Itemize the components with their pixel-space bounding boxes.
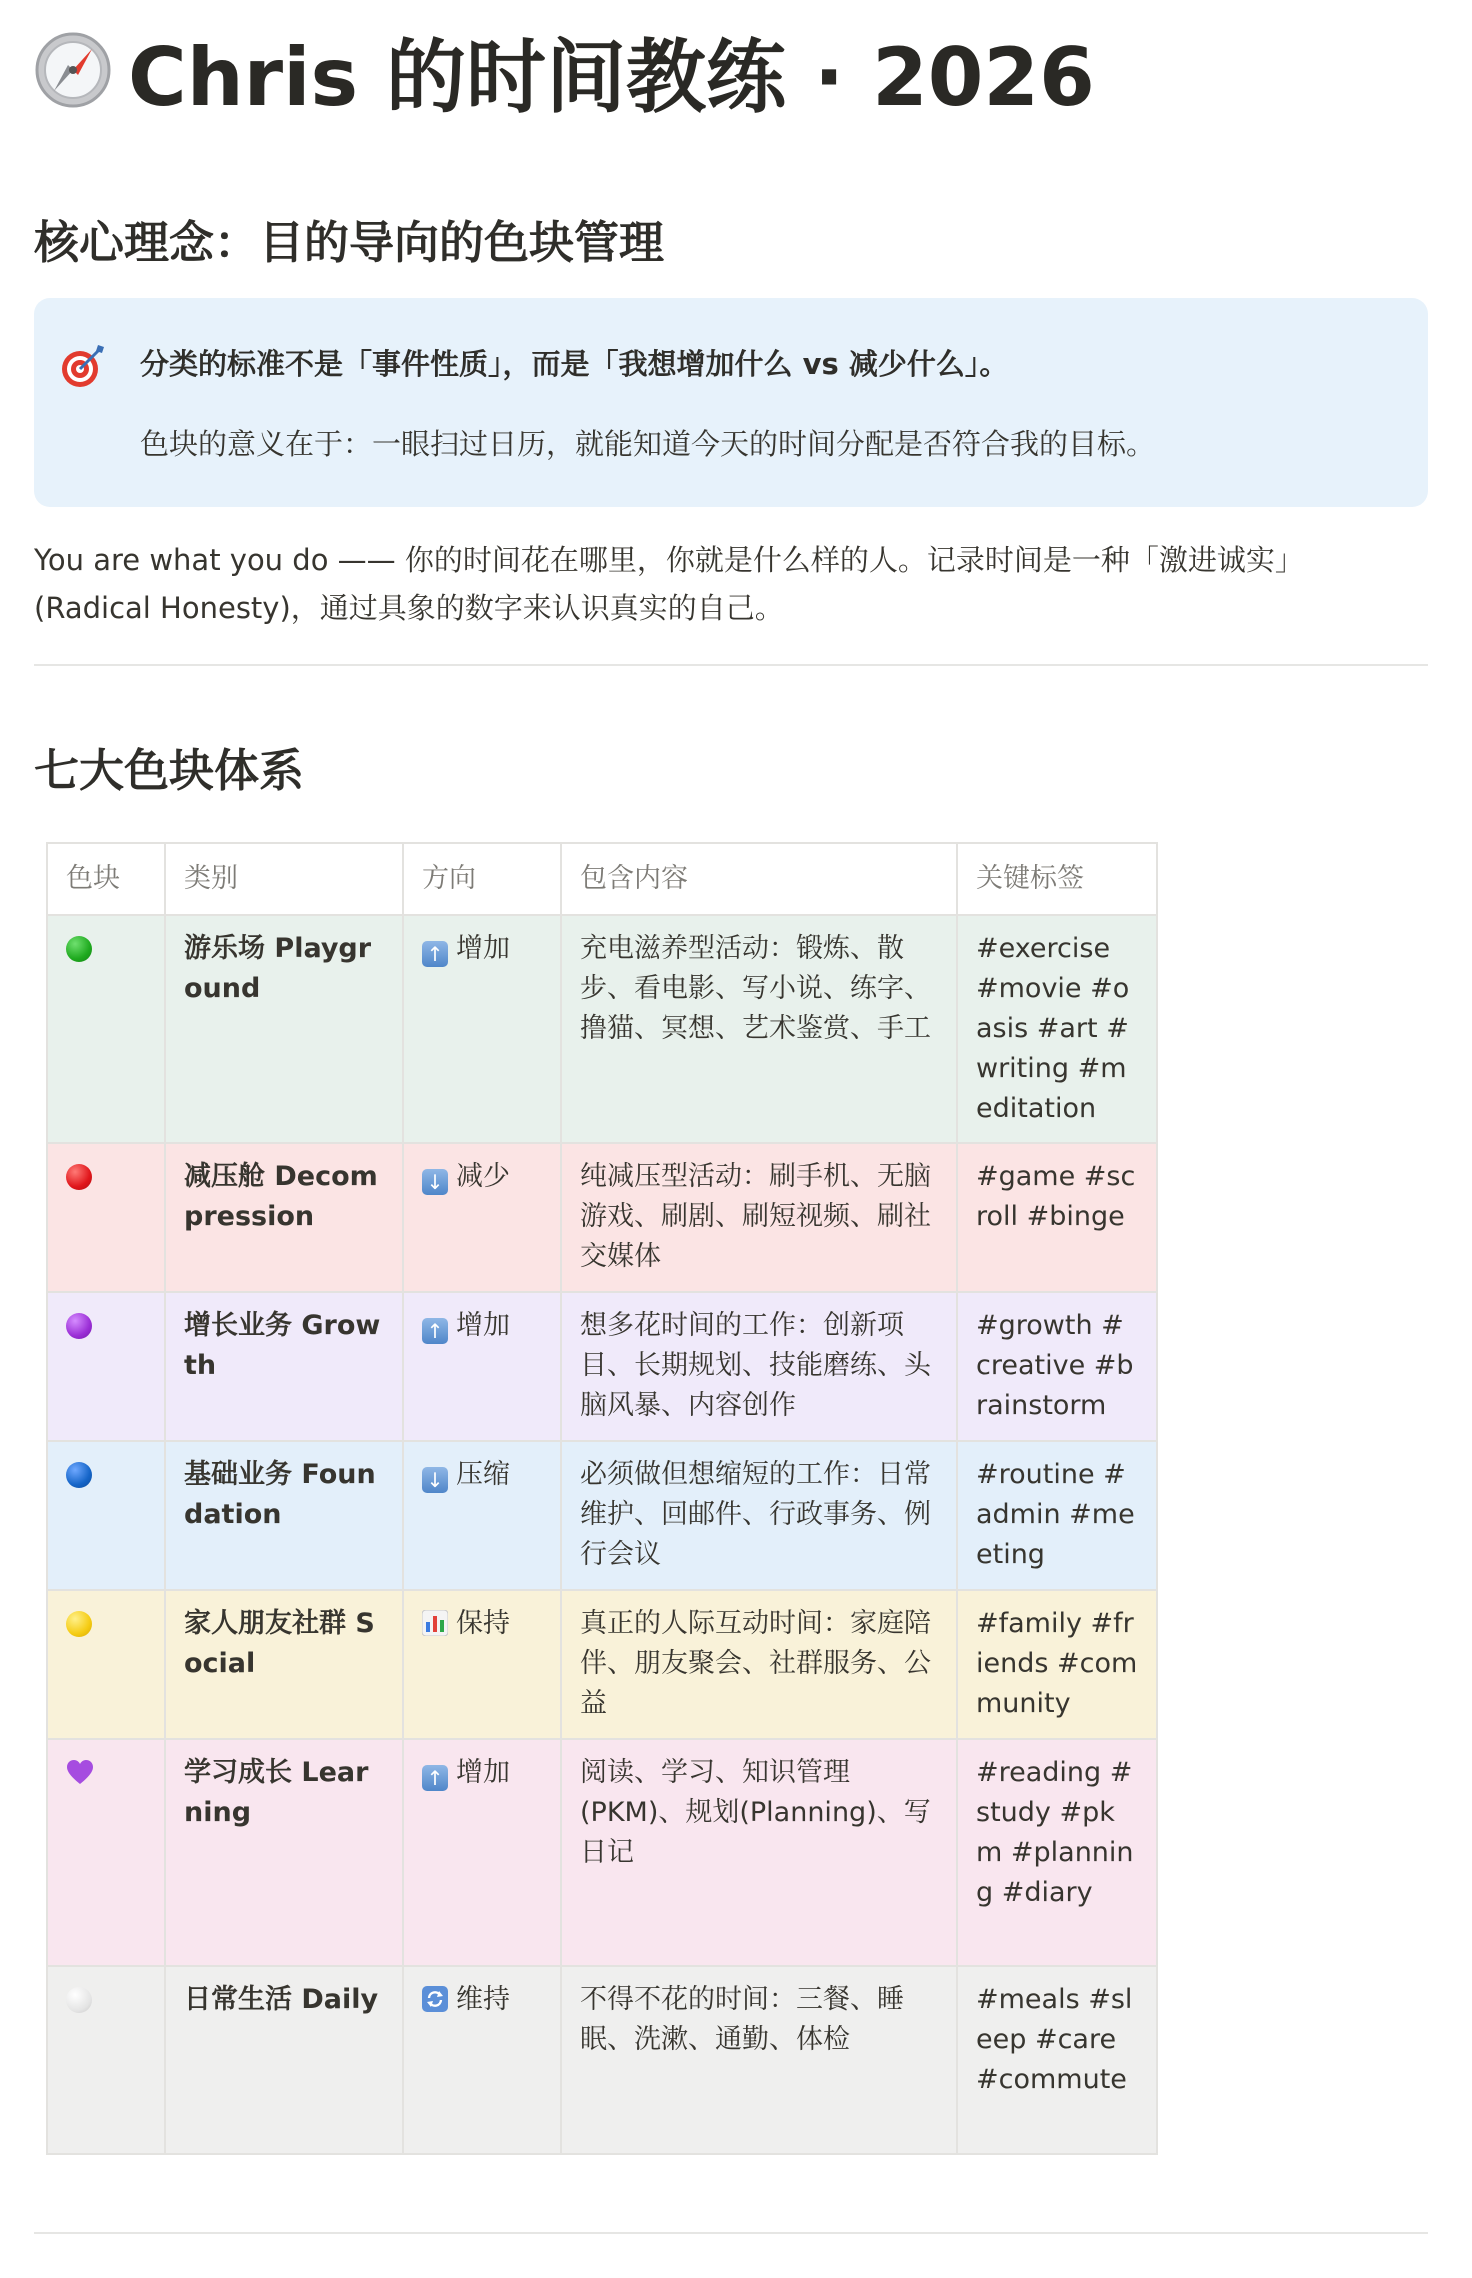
direction-cell[interactable] <box>403 1143 561 1292</box>
direction-cell[interactable] <box>403 1292 561 1441</box>
tags-cell[interactable]: #family #friends #community <box>957 1590 1157 1739</box>
direction-label: 压缩 <box>456 1459 510 1490</box>
callout <box>34 298 1428 507</box>
white-circle-icon <box>66 1987 92 2013</box>
blue-circle-icon <box>66 1462 92 1488</box>
tags-cell[interactable]: #exercise #movie #oasis #art #writing #meditation <box>957 915 1157 1143</box>
table-row <box>47 1441 1157 1590</box>
table-row <box>47 1966 1157 2154</box>
table-header-row <box>47 843 1157 915</box>
category-cell[interactable]: 家人朋友社群 Social <box>165 1590 403 1739</box>
bar-chart-icon <box>422 1610 448 1636</box>
content-cell[interactable]: 必须做但想缩短的工作：日常维护、回邮件、行政事务、例行会议 <box>561 1441 957 1590</box>
category-cell[interactable]: 日常生活 Daily <box>165 1966 403 2154</box>
table-row <box>47 915 1157 1143</box>
color-block-table <box>46 842 1158 2155</box>
system-heading: 七大色块体系 <box>34 744 305 797</box>
content-cell[interactable]: 真正的人际互动时间：家庭陪伴、朋友聚会、社群服务、公益 <box>561 1590 957 1739</box>
core-heading: 核心理念：目的导向的色块管理 <box>34 216 665 269</box>
purple-heart-icon <box>66 1759 94 1787</box>
tags-cell[interactable]: #game #scroll #binge <box>957 1143 1157 1292</box>
tags-cell[interactable]: #growth #creative #brainstorm <box>957 1292 1157 1441</box>
paragraph-line: You are what you do —— 你的时间花在哪里，你就是什么样的人。记录时间是一种「激进诚实」 <box>34 543 1304 577</box>
content-cell[interactable]: 想多花时间的工作：创新项目、长期规划、技能磨练、头脑风暴、内容创作 <box>561 1292 957 1441</box>
direction-label: 增加 <box>456 1757 510 1788</box>
repeat-icon <box>422 1986 448 2012</box>
direction-cell[interactable] <box>403 1441 561 1590</box>
purple-circle-icon <box>66 1313 92 1339</box>
content-cell[interactable]: 阅读、学习、知识管理(PKM)、规划(Planning)、写日记 <box>561 1739 957 1966</box>
swatch-cell[interactable] <box>47 915 165 1143</box>
swatch-cell[interactable] <box>47 1966 165 2154</box>
category-cell[interactable]: 增长业务 Growth <box>165 1292 403 1441</box>
direction-cell[interactable] <box>403 1739 561 1966</box>
compass-icon <box>34 31 112 109</box>
green-circle-icon <box>66 936 92 962</box>
direction-cell[interactable] <box>403 915 561 1143</box>
table-row <box>47 1143 1157 1292</box>
column-header[interactable]: 类别 <box>165 843 403 915</box>
direction-label: 维持 <box>456 1984 510 2015</box>
down-arrow-icon: ↓ <box>422 1467 448 1493</box>
direction-cell[interactable] <box>403 1966 561 2154</box>
tags-cell[interactable]: #routine #admin #meeting <box>957 1441 1157 1590</box>
up-arrow-icon: ↑ <box>422 1765 448 1791</box>
page-header <box>34 22 1095 124</box>
column-header[interactable]: 包含内容 <box>561 843 957 915</box>
up-arrow-icon: ↑ <box>422 941 448 967</box>
red-circle-icon <box>66 1164 92 1190</box>
up-arrow-icon: ↑ <box>422 1318 448 1344</box>
table-row <box>47 1292 1157 1441</box>
callout-text: 色块的意义在于：一眼扫过日历，就能知道今天的时间分配是否符合我的目标。 <box>140 427 1156 461</box>
content-cell[interactable]: 充电滋养型活动：锻炼、散步、看电影、写小说、练字、撸猫、冥想、艺术鉴赏、手工 <box>561 915 957 1143</box>
category-cell[interactable]: 基础业务 Foundation <box>165 1441 403 1590</box>
yellow-circle-icon <box>66 1611 92 1637</box>
direction-label: 保持 <box>456 1608 510 1639</box>
direction-label: 增加 <box>456 933 510 964</box>
swatch-cell[interactable] <box>47 1143 165 1292</box>
tags-cell[interactable]: #meals #sleep #care #commute <box>957 1966 1157 2154</box>
direction-label: 减少 <box>456 1161 510 1192</box>
swatch-cell[interactable] <box>47 1441 165 1590</box>
category-cell[interactable]: 减压舱 Decompression <box>165 1143 403 1292</box>
table-row <box>47 1590 1157 1739</box>
divider <box>34 664 1428 666</box>
callout-bold-text: 分类的标准不是「事件性质」，而是「我想增加什么 vs 减少什么」。 <box>140 347 1009 381</box>
swatch-cell[interactable] <box>47 1590 165 1739</box>
swatch-cell[interactable] <box>47 1739 165 1966</box>
table-row <box>47 1739 1157 1966</box>
swatch-cell[interactable] <box>47 1292 165 1441</box>
target-icon <box>60 343 106 389</box>
paragraph-line: (Radical Honesty)，通过具象的数字来认识真实的自己。 <box>34 591 784 625</box>
divider <box>34 2232 1428 2234</box>
direction-cell[interactable] <box>403 1590 561 1739</box>
column-header[interactable]: 关键标签 <box>957 843 1157 915</box>
content-cell[interactable]: 不得不花的时间：三餐、睡眠、洗漱、通勤、体检 <box>561 1966 957 2154</box>
category-cell[interactable]: 学习成长 Learning <box>165 1739 403 1966</box>
column-header[interactable]: 方向 <box>403 843 561 915</box>
column-header[interactable]: 色块 <box>47 843 165 915</box>
tags-cell[interactable]: #reading #study #pkm #planning #diary <box>957 1739 1157 1966</box>
intro-paragraph <box>34 536 1434 632</box>
content-cell[interactable]: 纯减压型活动：刷手机、无脑游戏、刷剧、刷短视频、刷社交媒体 <box>561 1143 957 1292</box>
direction-label: 增加 <box>456 1310 510 1341</box>
page-title: Chris 的时间教练 · 2026 <box>128 30 1095 124</box>
down-arrow-icon: ↓ <box>422 1169 448 1195</box>
category-cell[interactable]: 游乐场 Playground <box>165 915 403 1143</box>
